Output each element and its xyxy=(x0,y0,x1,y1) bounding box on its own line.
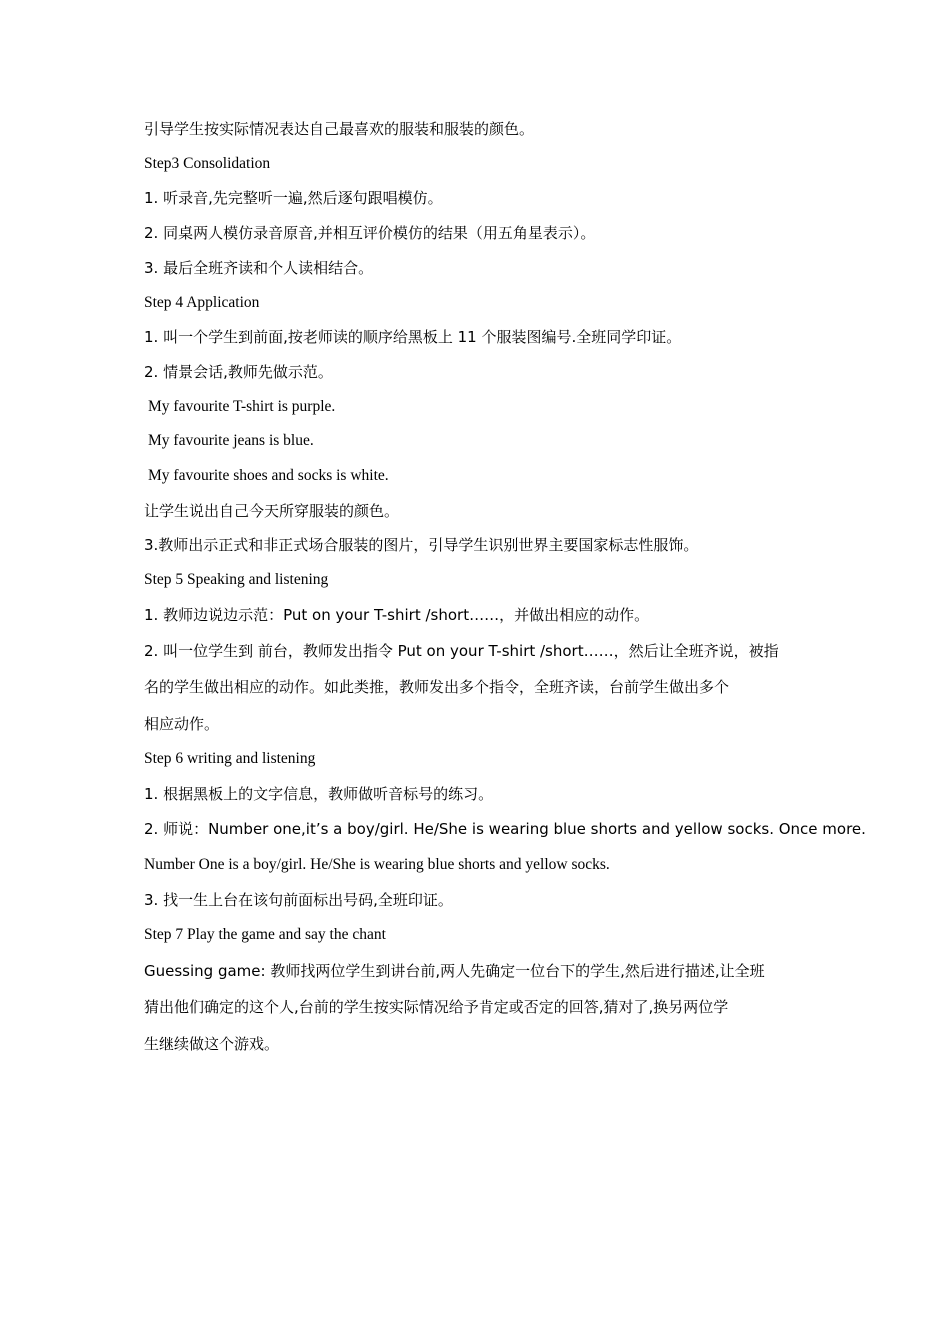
step5-item2-paragraph xyxy=(144,633,824,743)
paragraph-line: 2. 叫一位学生到 前台，教师发出指令 Put on your T-shirt /short……，然后让全班齐说，被指 xyxy=(144,641,779,660)
text-line: 让学生说出自己今天所穿服装的颜色。 xyxy=(144,501,400,520)
paragraph-line: 相应动作。 xyxy=(144,714,220,733)
step6-heading: Step 6 writing and listening xyxy=(144,750,316,768)
text-line: 2. 师说：Number one,it’s a boy/girl. He/She is wearing blue shorts and yellow socks. Once more. xyxy=(144,820,866,839)
text-line: 1. 叫一个学生到前面,按老师读的顺序给黑板上 11 个服装图编号.全班同学印证。 xyxy=(144,328,682,347)
text-line: 引导学生按实际情况表达自己最喜欢的服装和服装的颜色。 xyxy=(144,120,535,138)
document-body xyxy=(144,112,866,1062)
step5-heading: Step 5 Speaking and listening xyxy=(144,571,329,589)
step4-heading: Step 4 Application xyxy=(144,293,260,311)
example-sentence: My favourite shoes and socks is white. xyxy=(148,467,389,485)
text-line: 3. 最后全班齐读和个人读相结合。 xyxy=(144,258,374,277)
text-line: 2. 同桌两人模仿录音原音,并相互评价模仿的结果（用五角星表示）。 xyxy=(144,224,596,243)
text-line: 1. 根据黑板上的文字信息，教师做听音标号的练习。 xyxy=(144,784,494,803)
text-line: 1. 教师边说边示范：Put on your T-shirt /short……，并做出相应的动作。 xyxy=(144,605,650,624)
text-line: 3. 找一生上台在该句前面标出号码,全班印证。 xyxy=(144,891,453,910)
paragraph-line: Guessing game: 教师找两位学生到讲台前,两人先确定一位台下的学生,然后进行描述,让全班 xyxy=(144,961,765,980)
step7-heading: Step 7 Play the game and say the chant xyxy=(144,926,386,944)
paragraph-line: 猜出他们确定的这个人,台前的学生按实际情况给予肯定或否定的回答,猜对了,换另两位学 xyxy=(144,998,729,1017)
example-sentence: My favourite T-shirt is purple. xyxy=(148,397,336,415)
step3-heading: Step3 Consolidation xyxy=(144,154,271,172)
text-line: 3.教师出示正式和非正式场合服装的图片，引导学生识别世界主要国家标志性服饰。 xyxy=(144,536,699,555)
text-line: 2. 情景会话,教师先做示范。 xyxy=(144,362,333,381)
text-line: Number One is a boy/girl. He/She is wearing blue shorts and yellow socks. xyxy=(144,856,610,874)
paragraph-line: 生继续做这个游戏。 xyxy=(144,1034,280,1053)
example-sentence: My favourite jeans is blue. xyxy=(148,432,314,450)
guessing-game-paragraph xyxy=(144,953,824,1063)
text-line: 1. 听录音,先完整听一遍,然后逐句跟唱模仿。 xyxy=(144,189,443,208)
paragraph-line: 名的学生做出相应的动作。如此类推，教师发出多个指令，全班齐读，台前学生做出多个 xyxy=(144,678,730,697)
